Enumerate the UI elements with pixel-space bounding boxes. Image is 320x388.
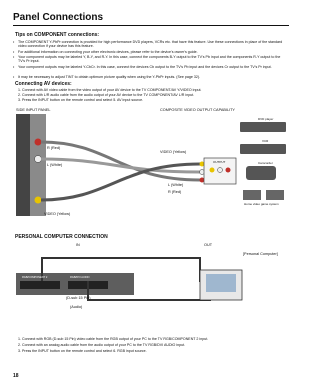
rgb-port xyxy=(20,281,60,289)
pc-step-1: 1. Connect with RGB (D-sub 15 Pin) video cable from the RGB output of your PC to the TV RGB/COMPONENT 2 input. xyxy=(18,337,209,341)
video-cable xyxy=(41,164,200,200)
component-tip-1: • The COMPONENT Y-PbPr connection is provided for high performance DVD players, VCRs etc. that have this feature. Use these connections in place of the standard video connection if your device has this feature. xyxy=(18,40,286,49)
pc-heading: PERSONAL COMPUTER CONNECTION xyxy=(15,234,108,240)
video-yellow-label: VIDEO (Yellow) xyxy=(160,150,187,154)
audio-label: (Audio) xyxy=(70,305,83,309)
audio-port-label: RGB/DVI AUDIO xyxy=(70,276,90,279)
out-r-jack xyxy=(226,168,231,173)
dsub-label: (D-sub 15 Pin) xyxy=(66,296,91,300)
component-tips-heading: Tips on COMPONENT connections: xyxy=(15,32,100,38)
pc-in-label: IN xyxy=(76,243,80,247)
component-tip-3: • Your component outputs may be labeled Y, B-Y, and R-Y. In this case, connect the components B-Y output to the TV's Pb input and the components R-Y output to the TV's Pr input. xyxy=(18,55,286,64)
vcr-icon xyxy=(240,144,286,154)
out-l-jack xyxy=(218,168,223,173)
output-label: OUTPUT xyxy=(213,160,226,164)
page-number: 18 xyxy=(13,373,19,379)
av-step-3: 3. Press the INPUT button on the remote control and select 5. AV input source. xyxy=(18,98,144,102)
camcorder-label: Camcorder xyxy=(258,161,273,165)
r-red-label: R (Red) xyxy=(47,146,61,150)
l-white-label: L (White) xyxy=(47,163,63,167)
pc-step-3: 3. Press the INPUT button on the remote control and select 6. RGB input source. xyxy=(18,349,147,353)
game-label: Home video game system xyxy=(244,202,279,206)
pc-out-label: OUT xyxy=(204,243,213,247)
r-red-right-label: R (Red) xyxy=(168,190,182,194)
pc-computer-label: [Personal Computer] xyxy=(243,252,278,256)
component-tip-5: • It may be necessary to adjust TINT to obtain optimum picture quality when using the Y-PbPr inputs. (See page 32). xyxy=(18,75,286,79)
video-jack xyxy=(35,197,42,204)
rgb-port-label: RGB/COMPONENT 2 xyxy=(22,276,48,279)
dvd-icon xyxy=(240,122,286,132)
game-console-icon-2 xyxy=(266,190,284,200)
page-title: Panel Connections xyxy=(13,12,104,23)
camcorder-icon xyxy=(246,166,276,180)
av-heading: Connecting AV devices: xyxy=(15,81,72,87)
out-video-jack xyxy=(210,168,215,173)
av-step-2: 2. Connect with L/R audio cable from the audio output of your AV device to the TV COMPONENT/AV L/R input. xyxy=(18,93,195,97)
l-white-right-label: L (White) xyxy=(168,183,184,187)
component-tip-2: • For additional information on connecting your other electronic devices, please refer to the device's owner's guide. xyxy=(18,50,286,54)
pc-step-2: 2. Connect with an analog audio cable from the audio output of your PC to the TV RGB/DVI AUDIO input. xyxy=(18,343,186,347)
dvd-label: DVD player xyxy=(258,117,274,121)
r-jack xyxy=(35,139,42,146)
side-panel-label: SIDE INPUT PANEL xyxy=(16,108,51,112)
game-console-icon xyxy=(243,190,261,200)
l-jack xyxy=(35,156,42,163)
vcr-label: VCR xyxy=(262,139,269,143)
component-tip-4: • Your component outputs may be labeled Y-CbCr. In this case, connect the devices Cb output to the TV's Pb input and the devices Cr output to the TV's Pr input. xyxy=(18,65,286,69)
av-step-1: 1. Connect with AV video cable from the video output of your AV device to the TV COMPONENT/AV Y/VIDEO input. xyxy=(18,88,202,92)
composite-label: COMPOSITE VIDEO OUTPUT CAPABILITY xyxy=(160,108,235,112)
side-panel-body xyxy=(16,114,30,216)
pc-screen xyxy=(206,274,236,292)
video-yellow-bottom-label: VIDEO (Yellow) xyxy=(44,212,71,216)
